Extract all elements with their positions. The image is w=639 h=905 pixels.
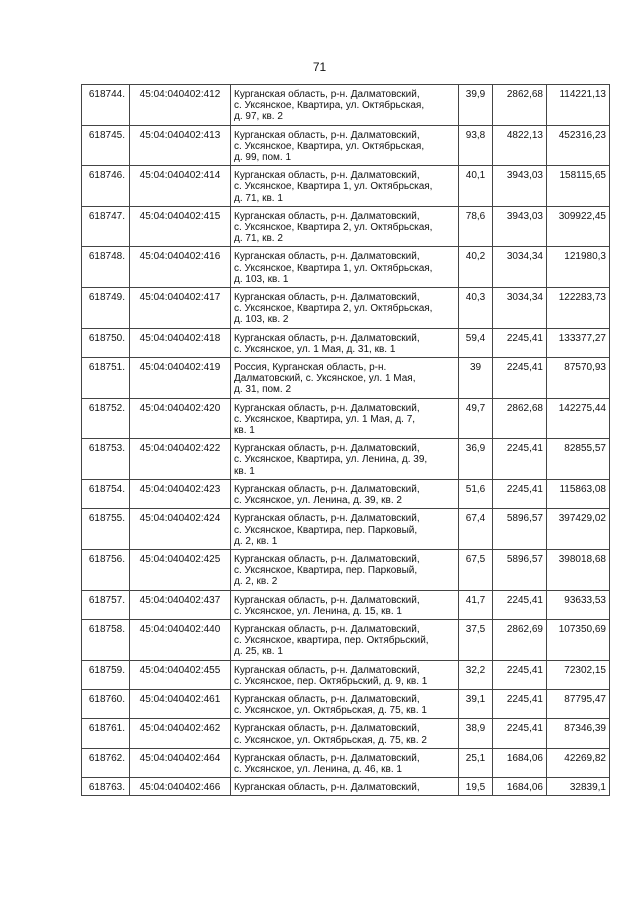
address-cell: Курганская область, р-н. Далматовский, с. Уксянское, ул. Ленина, д. 15, кв. 1 bbox=[231, 590, 459, 619]
unit-value-cell: 2862,69 bbox=[493, 619, 547, 660]
table-row bbox=[82, 398, 610, 439]
property-table bbox=[81, 84, 610, 796]
cadastral-value-cell: 115863,08 bbox=[547, 479, 610, 508]
table-row bbox=[82, 479, 610, 508]
address-cell: Курганская область, р-н. Далматовский, с. Уксянское, ул. Ленина, д. 46, кв. 1 bbox=[231, 748, 459, 777]
row-number-cell: 618753. bbox=[82, 439, 130, 480]
unit-value-cell: 2862,68 bbox=[493, 85, 547, 126]
cadastral-number-cell: 45:04:040402:414 bbox=[130, 166, 231, 207]
area-cell: 78,6 bbox=[459, 206, 493, 247]
cadastral-number-cell: 45:04:040402:461 bbox=[130, 689, 231, 718]
table-row bbox=[82, 125, 610, 166]
table-row bbox=[82, 660, 610, 689]
row-number-cell: 618747. bbox=[82, 206, 130, 247]
area-cell: 39 bbox=[459, 358, 493, 399]
area-cell: 25,1 bbox=[459, 748, 493, 777]
area-cell: 40,2 bbox=[459, 247, 493, 288]
table-row bbox=[82, 247, 610, 288]
area-cell: 40,1 bbox=[459, 166, 493, 207]
cadastral-value-cell: 32839,1 bbox=[547, 778, 610, 796]
cadastral-value-cell: 133377,27 bbox=[547, 328, 610, 357]
cadastral-number-cell: 45:04:040402:462 bbox=[130, 719, 231, 748]
unit-value-cell: 2245,41 bbox=[493, 660, 547, 689]
address-cell: Курганская область, р-н. Далматовский, с. Уксянское, Квартира, ул. 1 Мая, д. 7, кв. 1 bbox=[231, 398, 459, 439]
unit-value-cell: 2245,41 bbox=[493, 358, 547, 399]
row-number-cell: 618748. bbox=[82, 247, 130, 288]
cadastral-value-cell: 107350,69 bbox=[547, 619, 610, 660]
area-cell: 67,5 bbox=[459, 549, 493, 590]
area-cell: 41,7 bbox=[459, 590, 493, 619]
cadastral-value-cell: 42269,82 bbox=[547, 748, 610, 777]
address-cell: Курганская область, р-н. Далматовский, с. Уксянское, Квартира 1, ул. Октябрьская, д. 71, кв. 1 bbox=[231, 166, 459, 207]
row-number-cell: 618750. bbox=[82, 328, 130, 357]
row-number-cell: 618745. bbox=[82, 125, 130, 166]
row-number-cell: 618754. bbox=[82, 479, 130, 508]
table-row bbox=[82, 509, 610, 550]
cadastral-number-cell: 45:04:040402:464 bbox=[130, 748, 231, 777]
cadastral-value-cell: 158115,65 bbox=[547, 166, 610, 207]
row-number-cell: 618744. bbox=[82, 85, 130, 126]
unit-value-cell: 3034,34 bbox=[493, 288, 547, 329]
cadastral-number-cell: 45:04:040402:412 bbox=[130, 85, 231, 126]
row-number-cell: 618760. bbox=[82, 689, 130, 718]
row-number-cell: 618757. bbox=[82, 590, 130, 619]
cadastral-number-cell: 45:04:040402:437 bbox=[130, 590, 231, 619]
unit-value-cell: 1684,06 bbox=[493, 778, 547, 796]
cadastral-number-cell: 45:04:040402:422 bbox=[130, 439, 231, 480]
area-cell: 93,8 bbox=[459, 125, 493, 166]
row-number-cell: 618749. bbox=[82, 288, 130, 329]
unit-value-cell: 2245,41 bbox=[493, 439, 547, 480]
row-number-cell: 618759. bbox=[82, 660, 130, 689]
row-number-cell: 618756. bbox=[82, 549, 130, 590]
page-number: 71 bbox=[312, 60, 327, 74]
cadastral-number-cell: 45:04:040402:423 bbox=[130, 479, 231, 508]
table-row bbox=[82, 719, 610, 748]
table-row bbox=[82, 689, 610, 718]
table-row bbox=[82, 328, 610, 357]
cadastral-number-cell: 45:04:040402:415 bbox=[130, 206, 231, 247]
unit-value-cell: 2245,41 bbox=[493, 719, 547, 748]
address-cell: Курганская область, р-н. Далматовский, с. Уксянское, Квартира, ул. Ленина, д. 39, кв. 1 bbox=[231, 439, 459, 480]
row-number-cell: 618758. bbox=[82, 619, 130, 660]
cadastral-number-cell: 45:04:040402:418 bbox=[130, 328, 231, 357]
table-row bbox=[82, 206, 610, 247]
row-number-cell: 618761. bbox=[82, 719, 130, 748]
row-number-cell: 618762. bbox=[82, 748, 130, 777]
area-cell: 51,6 bbox=[459, 479, 493, 508]
table-row bbox=[82, 590, 610, 619]
address-cell: Курганская область, р-н. Далматовский, с. Уксянское, Квартира 2, ул. Октябрьская, д. 71, кв. 2 bbox=[231, 206, 459, 247]
property-table-body bbox=[82, 85, 610, 796]
cadastral-number-cell: 45:04:040402:425 bbox=[130, 549, 231, 590]
row-number-cell: 618755. bbox=[82, 509, 130, 550]
table-row bbox=[82, 85, 610, 126]
table-row bbox=[82, 748, 610, 777]
address-cell: Курганская область, р-н. Далматовский, с. Уксянское, Квартира 1, ул. Октябрьская, д. 103, кв. 1 bbox=[231, 247, 459, 288]
unit-value-cell: 2245,41 bbox=[493, 590, 547, 619]
address-cell: Курганская область, р-н. Далматовский, с. Уксянское, ул. Октябрьская, д. 75, кв. 1 bbox=[231, 689, 459, 718]
cadastral-number-cell: 45:04:040402:417 bbox=[130, 288, 231, 329]
table-row bbox=[82, 778, 610, 796]
area-cell: 49,7 bbox=[459, 398, 493, 439]
address-cell: Курганская область, р-н. Далматовский, с. Уксянское, Квартира, ул. Октябрьская, д. 97, кв. 2 bbox=[231, 85, 459, 126]
area-cell: 59,4 bbox=[459, 328, 493, 357]
table-row bbox=[82, 358, 610, 399]
area-cell: 36,9 bbox=[459, 439, 493, 480]
row-number-cell: 618763. bbox=[82, 778, 130, 796]
cadastral-number-cell: 45:04:040402:466 bbox=[130, 778, 231, 796]
area-cell: 39,9 bbox=[459, 85, 493, 126]
address-cell: Курганская область, р-н. Далматовский, с. Уксянское, ул. Октябрьская, д. 75, кв. 2 bbox=[231, 719, 459, 748]
cadastral-value-cell: 82855,57 bbox=[547, 439, 610, 480]
cadastral-number-cell: 45:04:040402:424 bbox=[130, 509, 231, 550]
area-cell: 67,4 bbox=[459, 509, 493, 550]
cadastral-value-cell: 142275,44 bbox=[547, 398, 610, 439]
unit-value-cell: 5896,57 bbox=[493, 509, 547, 550]
cadastral-value-cell: 72302,15 bbox=[547, 660, 610, 689]
address-cell: Курганская область, р-н. Далматовский, с. Уксянское, Квартира 2, ул. Октябрьская, д. 103, кв. 2 bbox=[231, 288, 459, 329]
cadastral-value-cell: 87795,47 bbox=[547, 689, 610, 718]
row-number-cell: 618746. bbox=[82, 166, 130, 207]
area-cell: 37,5 bbox=[459, 619, 493, 660]
cadastral-number-cell: 45:04:040402:455 bbox=[130, 660, 231, 689]
unit-value-cell: 2245,41 bbox=[493, 479, 547, 508]
cadastral-value-cell: 309922,45 bbox=[547, 206, 610, 247]
address-cell: Курганская область, р-н. Далматовский, bbox=[231, 778, 459, 796]
row-number-cell: 618752. bbox=[82, 398, 130, 439]
unit-value-cell: 1684,06 bbox=[493, 748, 547, 777]
cadastral-number-cell: 45:04:040402:416 bbox=[130, 247, 231, 288]
address-cell: Россия, Курганская область, р-н. Далматовский, с. Уксянское, ул. 1 Мая, д. 31, пом. 2 bbox=[231, 358, 459, 399]
cadastral-number-cell: 45:04:040402:420 bbox=[130, 398, 231, 439]
table-row bbox=[82, 439, 610, 480]
table-row bbox=[82, 166, 610, 207]
address-cell: Курганская область, р-н. Далматовский, с. Уксянское, Квартира, пер. Парковый, д. 2, кв. 1 bbox=[231, 509, 459, 550]
table-row bbox=[82, 619, 610, 660]
area-cell: 40,3 bbox=[459, 288, 493, 329]
cadastral-value-cell: 87570,93 bbox=[547, 358, 610, 399]
unit-value-cell: 2862,68 bbox=[493, 398, 547, 439]
unit-value-cell: 2245,41 bbox=[493, 328, 547, 357]
area-cell: 32,2 bbox=[459, 660, 493, 689]
cadastral-number-cell: 45:04:040402:413 bbox=[130, 125, 231, 166]
cadastral-value-cell: 397429,02 bbox=[547, 509, 610, 550]
cadastral-value-cell: 87346,39 bbox=[547, 719, 610, 748]
unit-value-cell: 5896,57 bbox=[493, 549, 547, 590]
cadastral-number-cell: 45:04:040402:419 bbox=[130, 358, 231, 399]
cadastral-value-cell: 93633,53 bbox=[547, 590, 610, 619]
address-cell: Курганская область, р-н. Далматовский, с. Уксянское, квартира, пер. Октябрьский, д. 25, кв. 1 bbox=[231, 619, 459, 660]
cadastral-value-cell: 452316,23 bbox=[547, 125, 610, 166]
cadastral-number-cell: 45:04:040402:440 bbox=[130, 619, 231, 660]
address-cell: Курганская область, р-н. Далматовский, с. Уксянское, ул. Ленина, д. 39, кв. 2 bbox=[231, 479, 459, 508]
table-row bbox=[82, 549, 610, 590]
row-number-cell: 618751. bbox=[82, 358, 130, 399]
unit-value-cell: 3943,03 bbox=[493, 206, 547, 247]
area-cell: 38,9 bbox=[459, 719, 493, 748]
address-cell: Курганская область, р-н. Далматовский, с. Уксянское, Квартира, ул. Октябрьская, д. 99, пом. 1 bbox=[231, 125, 459, 166]
table-row bbox=[82, 288, 610, 329]
cadastral-value-cell: 114221,13 bbox=[547, 85, 610, 126]
cadastral-value-cell: 398018,68 bbox=[547, 549, 610, 590]
cadastral-value-cell: 121980,3 bbox=[547, 247, 610, 288]
unit-value-cell: 4822,13 bbox=[493, 125, 547, 166]
unit-value-cell: 3034,34 bbox=[493, 247, 547, 288]
address-cell: Курганская область, р-н. Далматовский, с. Уксянское, Квартира, пер. Парковый, д. 2, кв. 2 bbox=[231, 549, 459, 590]
address-cell: Курганская область, р-н. Далматовский, с. Уксянское, пер. Октябрьский, д. 9, кв. 1 bbox=[231, 660, 459, 689]
unit-value-cell: 3943,03 bbox=[493, 166, 547, 207]
address-cell: Курганская область, р-н. Далматовский, с. Уксянское, ул. 1 Мая, д. 31, кв. 1 bbox=[231, 328, 459, 357]
area-cell: 19,5 bbox=[459, 778, 493, 796]
area-cell: 39,1 bbox=[459, 689, 493, 718]
unit-value-cell: 2245,41 bbox=[493, 689, 547, 718]
cadastral-value-cell: 122283,73 bbox=[547, 288, 610, 329]
